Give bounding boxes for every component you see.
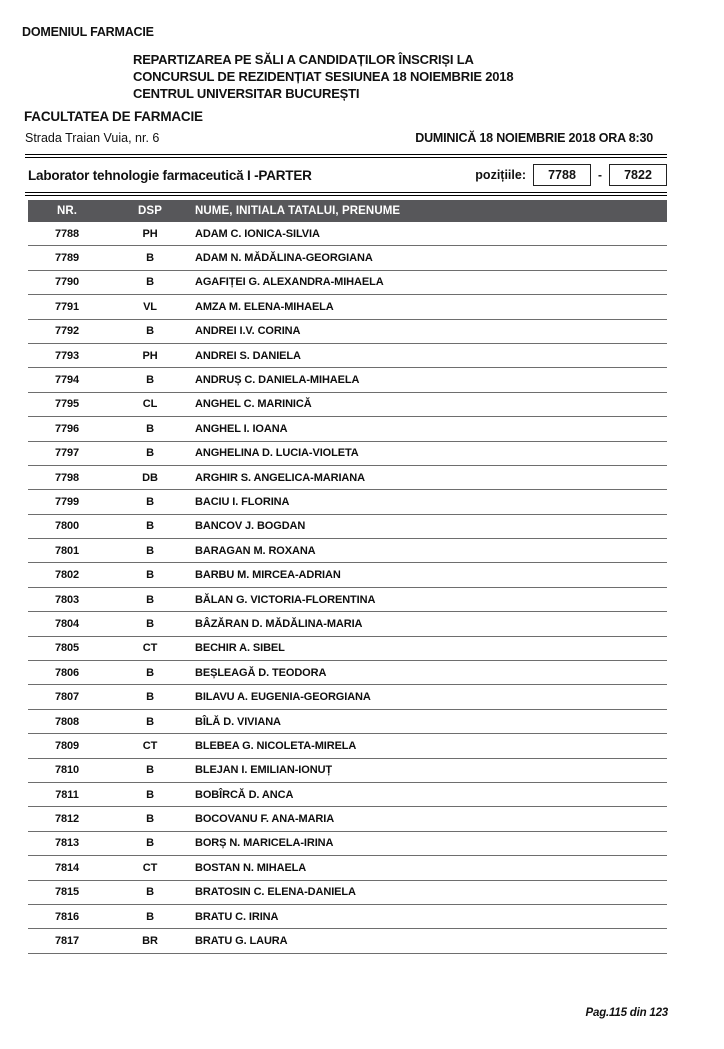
cell-dsp: CT	[142, 642, 158, 655]
cell-name: BANCOV J. BOGDAN	[195, 520, 306, 533]
cell-name: BACIU I. FLORINA	[195, 495, 290, 508]
positions-range	[475, 164, 667, 186]
cell-name: AMZA M. ELENA-MIHAELA	[195, 300, 334, 313]
cell-name: ANGHEL I. IOANA	[195, 422, 288, 435]
cell-dsp: B	[146, 447, 154, 460]
cell-nr: 7811	[55, 788, 79, 801]
cell-name: BOCOVANU F. ANA-MARIA	[195, 813, 335, 826]
table-row	[28, 295, 667, 319]
cell-nr: 7808	[54, 715, 80, 728]
table-row	[28, 661, 667, 685]
cell-dsp: B	[146, 764, 154, 777]
table-body	[28, 222, 667, 954]
cell-name: ARGHIR S. ANGELICA-MARIANA	[195, 471, 365, 484]
position-end-box: 7822	[609, 164, 667, 186]
table-row	[28, 929, 667, 953]
cell-dsp: B	[146, 276, 154, 289]
cell-nr: 7804	[54, 617, 80, 630]
cell-dsp: B	[146, 422, 154, 435]
table-row	[28, 393, 667, 417]
cell-dsp: B	[146, 691, 154, 704]
cell-name: BLEBEA G. NICOLETA-MIRELA	[195, 739, 357, 752]
table-row	[28, 612, 667, 636]
table-row	[28, 588, 667, 612]
table-row	[28, 466, 667, 490]
cell-dsp: B	[146, 788, 154, 801]
room-label: Laborator tehnologie farmaceutică I -PARTER	[28, 167, 312, 183]
cell-nr: 7809	[54, 739, 80, 752]
domain-label: DOMENIUL FARMACIE	[22, 25, 154, 39]
document-title	[133, 51, 724, 102]
cell-name: AGAFIȚEI G. ALEXANDRA-MIHAELA	[195, 276, 384, 289]
cell-dsp: B	[146, 544, 154, 557]
cell-nr: 7812	[54, 813, 80, 826]
position-range-dash: -	[598, 168, 602, 182]
table-row	[28, 246, 667, 270]
cell-name: ANGHELINA D. LUCIA-VIOLETA	[195, 447, 359, 460]
cell-dsp: B	[146, 325, 154, 338]
cell-nr: 7805	[54, 642, 80, 655]
cell-nr: 7794	[54, 374, 80, 387]
cell-nr: 7816	[54, 910, 80, 923]
cell-nr: 7807	[54, 691, 80, 704]
table-header-row	[28, 200, 667, 222]
cell-name: ANDRUȘ C. DANIELA-MIHAELA	[195, 374, 360, 387]
cell-nr: 7797	[54, 447, 80, 460]
table-row	[28, 807, 667, 831]
address-row	[25, 131, 653, 145]
cell-name: BÂZĂRAN D. MĂDĂLINA-MARIA	[195, 617, 363, 630]
title-line-3: CENTRUL UNIVERSITAR BUCUREȘTI	[133, 86, 360, 101]
cell-nr: 7817	[54, 935, 80, 948]
cell-dsp: CT	[142, 861, 158, 874]
table-row	[28, 417, 667, 441]
title-line-2: CONCURSUL DE REZIDENȚIAT SESIUNEA 18 NOIEMBRIE 2018	[133, 69, 514, 84]
cell-name: BILAVU A. EUGENIA-GEORGIANA	[195, 691, 371, 704]
cell-nr: 7799	[54, 495, 80, 508]
cell-nr: 7800	[54, 520, 80, 533]
cell-name: BRATU G. LAURA	[195, 935, 288, 948]
table-row	[28, 490, 667, 514]
cell-dsp: B	[146, 715, 154, 728]
positions-label: pozițiile:	[475, 168, 526, 182]
cell-nr: 7791	[54, 300, 80, 313]
cell-nr: 7790	[54, 276, 80, 289]
cell-name: BOSTAN N. MIHAELA	[195, 861, 307, 874]
cell-name: BEȘLEAGĂ D. TEODORA	[195, 666, 327, 679]
header-dsp: DSP	[138, 205, 162, 217]
cell-dsp: B	[146, 569, 154, 582]
header-name: NUME, INITIALA TATALUI, PRENUME	[195, 205, 401, 217]
cell-nr: 7789	[54, 252, 80, 265]
cell-dsp: BR	[142, 935, 158, 948]
cell-name: ANGHEL C. MARINICĂ	[195, 398, 312, 411]
table-row	[28, 222, 667, 246]
cell-nr: 7801	[54, 544, 80, 557]
cell-name: BRATU C. IRINA	[195, 910, 279, 923]
room-header-row	[28, 163, 667, 187]
cell-name: BARAGAN M. ROXANA	[195, 544, 316, 557]
cell-nr: 7815	[54, 886, 80, 899]
cell-name: BARBU M. MIRCEA-ADRIAN	[195, 569, 341, 582]
cell-dsp: CT	[142, 739, 158, 752]
cell-nr: 7813	[54, 837, 80, 850]
cell-nr: 7803	[54, 593, 80, 606]
faculty-name: FACULTATEA DE FARMACIE	[24, 109, 203, 124]
cell-name: BECHIR A. SIBEL	[195, 642, 285, 655]
candidates-table	[28, 200, 667, 954]
cell-nr: 7795	[54, 398, 80, 411]
cell-dsp: B	[146, 666, 154, 679]
cell-dsp: B	[146, 813, 154, 826]
document-page	[0, 25, 724, 1049]
cell-name: ANDREI I.V. CORINA	[195, 325, 301, 338]
exam-datetime: DUMINICĂ 18 NOIEMBRIE 2018 ORA 8:30	[415, 131, 653, 145]
cell-nr: 7792	[54, 325, 80, 338]
cell-dsp: B	[146, 520, 154, 533]
table-row	[28, 515, 667, 539]
cell-dsp: DB	[142, 471, 158, 484]
position-start-box: 7788	[533, 164, 591, 186]
separator-double-bottom	[25, 192, 667, 196]
table-row	[28, 759, 667, 783]
table-row	[28, 368, 667, 392]
cell-nr: 7796	[54, 422, 80, 435]
table-row	[28, 344, 667, 368]
cell-dsp: B	[146, 593, 154, 606]
table-row	[28, 832, 667, 856]
table-row	[28, 271, 667, 295]
cell-dsp: B	[146, 886, 154, 899]
table-row	[28, 685, 667, 709]
street-address: Strada Traian Vuia, nr. 6	[25, 131, 160, 145]
table-row	[28, 637, 667, 661]
cell-nr: 7802	[54, 569, 80, 582]
cell-name: BOBÎRCĂ D. ANCA	[195, 788, 294, 801]
cell-name: BĂLAN G. VICTORIA-FLORENTINA	[195, 593, 376, 606]
cell-dsp: B	[146, 837, 154, 850]
cell-dsp: PH	[142, 349, 158, 362]
page-number: Pag.115 din 123	[585, 1007, 668, 1019]
cell-name: BLEJAN I. EMILIAN-IONUȚ	[195, 764, 333, 777]
cell-dsp: B	[146, 617, 154, 630]
table-row	[28, 905, 667, 929]
cell-nr: 7810	[54, 764, 80, 777]
cell-dsp: CL	[142, 398, 158, 411]
cell-nr: 7806	[54, 666, 80, 679]
table-row	[28, 442, 667, 466]
title-line-1: REPARTIZAREA PE SĂLI A CANDIDAȚILOR ÎNSCRIȘI LA	[133, 52, 474, 67]
cell-dsp: B	[146, 495, 154, 508]
table-row	[28, 783, 667, 807]
cell-nr: 7798	[54, 471, 80, 484]
cell-dsp: PH	[142, 227, 158, 240]
cell-name: BORȘ N. MARICELA-IRINA	[195, 837, 334, 850]
cell-name: BRATOSIN C. ELENA-DANIELA	[195, 886, 356, 899]
cell-dsp: B	[146, 374, 154, 387]
table-row	[28, 539, 667, 563]
cell-nr: 7814	[54, 861, 80, 874]
cell-name: ADAM C. IONICA-SILVIA	[195, 227, 320, 240]
table-row	[28, 320, 667, 344]
cell-name: BÎLĂ D. VIVIANA	[195, 715, 281, 728]
table-row	[28, 856, 667, 880]
table-row	[28, 710, 667, 734]
cell-name: ANDREI S. DANIELA	[195, 349, 301, 362]
cell-dsp: B	[146, 910, 154, 923]
cell-nr: 7793	[54, 349, 80, 362]
cell-dsp: VL	[143, 300, 157, 313]
table-row	[28, 734, 667, 758]
cell-name: ADAM N. MĂDĂLINA-GEORGIANA	[195, 252, 373, 265]
header-nr: NR.	[56, 205, 78, 217]
cell-dsp: B	[146, 252, 154, 265]
cell-nr: 7788	[54, 227, 80, 240]
separator-double-top	[25, 154, 667, 158]
table-row	[28, 563, 667, 587]
table-row	[28, 881, 667, 905]
